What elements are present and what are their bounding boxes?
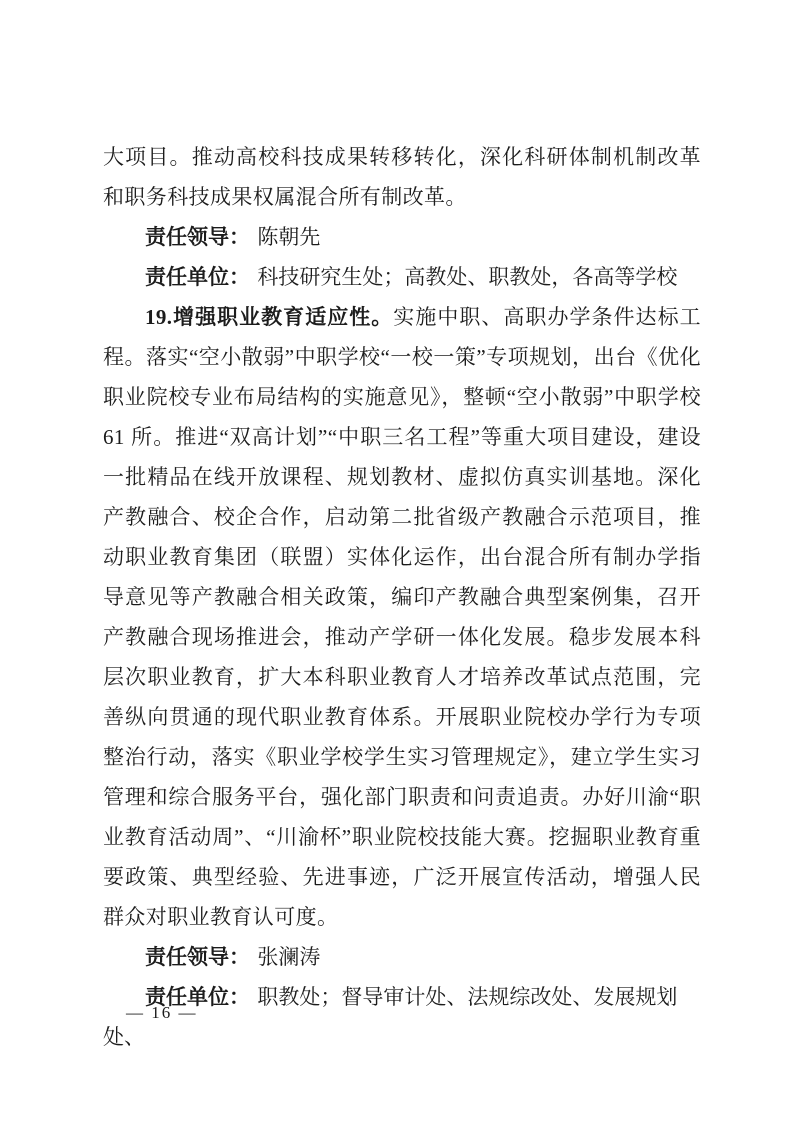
responsible-leader-line-18 bbox=[103, 217, 701, 257]
responsible-unit-line-18 bbox=[103, 257, 701, 297]
responsible-unit-value-19: 职教处；督导审计处、法规综改处、发展规划处、 bbox=[103, 985, 678, 1049]
continued-paragraph: 大项目。推动高校科技成果转移转化，深化科研体制机制改革和职务科技成果权属混合所有制改革。 bbox=[103, 145, 701, 209]
responsible-leader-line-19 bbox=[103, 937, 701, 977]
page-number: — 16 — bbox=[126, 1003, 198, 1022]
document-body bbox=[103, 137, 701, 1057]
responsible-leader-value-18: 陈朝先 bbox=[257, 225, 321, 249]
responsible-unit-value-18: 科技研究生处；高教处、职教处，各高等学校 bbox=[257, 265, 678, 289]
page-footer bbox=[126, 1002, 198, 1024]
responsible-unit-label-19: 责任单位： bbox=[145, 985, 250, 1009]
responsible-leader-label-19: 责任领导： bbox=[145, 945, 250, 969]
responsible-leader-label-18: 责任领导： bbox=[145, 225, 250, 249]
numbered-item-19 bbox=[103, 297, 701, 937]
responsible-unit-label-18: 责任单位： bbox=[145, 265, 250, 289]
numbered-item-19-lead: 19.增强职业教育适应性。 bbox=[145, 305, 394, 329]
responsible-leader-value-19: 张澜涛 bbox=[257, 945, 321, 969]
numbered-item-19-text: 实施中职、高职办学条件达标工程。落实“空小散弱”中职学校“一校一策”专项规划，出台《优化职业院校专业布局结构的实施意见》，整顿“空小散弱”中职学校61 所。推进“双高计划”“中职三名工程”等重大项目建设，建设一批精品在线开放课程、规划教材、虚拟仿真实训基地。深化产教融合、校企合作，启动第二批省级产教融合示范项目，推动职业教育集团（联盟）实体化运作，出台混合所有制办学指导意见等产教融合相关政策，编印产教融合典型案例集，召开产教融合现场推进会，推动产学研一体化发展。稳步发展本科层次职业教育，扩大本科职业教育人才培养改革试点范围，完善纵向贯通的现代职业教育体系。开展职业院校办学行为专项整治行动，落实《职业学校学生实习管理规定》，建立学生实习管理和综合服务平台，强化部门职责和问责追责。办好川渝“职业教育活动周”、“川渝杯”职业院校技能大赛。挖掘职业教育重要政策、典型经验、先进事迹，广泛开展宣传活动，增强人民群众对职业教育认可度。 bbox=[103, 305, 701, 929]
